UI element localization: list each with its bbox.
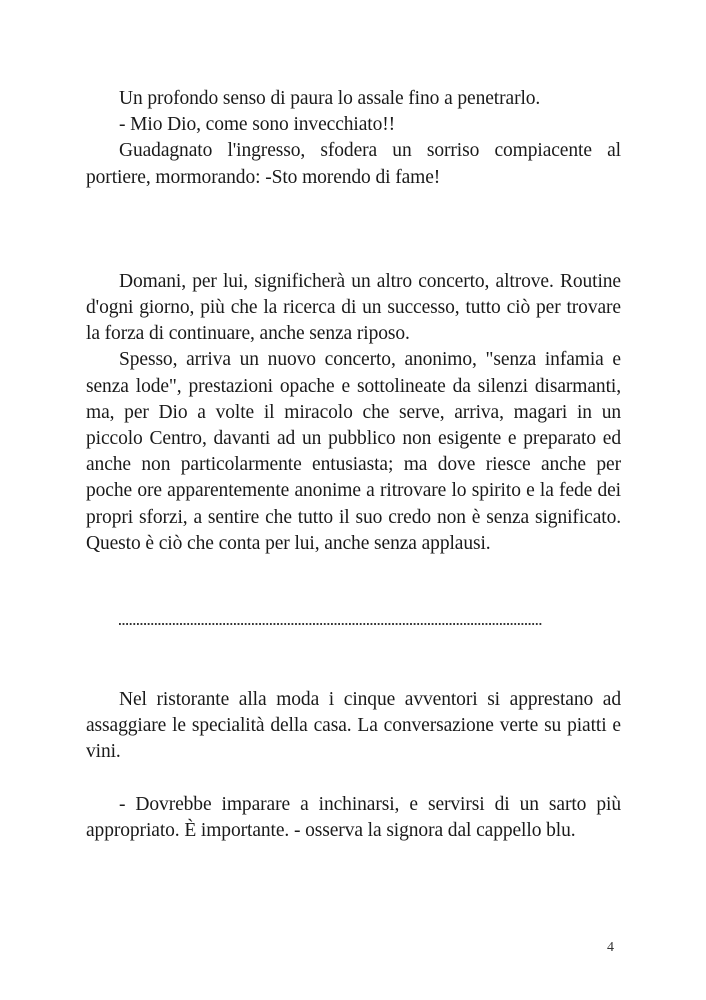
section-spacer — [86, 191, 621, 269]
paragraph: Guadagnato l'ingresso, sfodera un sorriso compiacente al portiere, mormorando: -Sto morendo di fame! — [86, 140, 621, 188]
paragraph: Domani, per lui, significherà un altro concerto, altrove. Routine d'ogni giorno, più che la ricerca di un successo, tutto ciò per trovare la forza di continuare, anche senza riposo. — [86, 270, 621, 345]
dotted-separator — [119, 609, 543, 635]
section-restaurant — [86, 687, 621, 844]
page-number: 4 — [607, 940, 614, 955]
paragraph: Un profondo senso di paura lo assale fino a penetrarlo. — [119, 88, 541, 109]
document-page — [86, 86, 621, 844]
section-spacer — [86, 635, 621, 687]
section-arrival — [86, 86, 621, 191]
dotted-line — [119, 623, 543, 625]
dialogue-line: - Mio Dio, come sono invecchiato!! — [119, 114, 396, 136]
section-concerts — [86, 269, 621, 557]
paragraph: Spesso, arriva un nuovo concerto, anonimo, "senza infamia e senza lode", prestazioni opache e sottolineate da silenzi disarmanti, ma, per Dio a volte il miracolo che serve, arriva, magari in un piccolo Centro, davanti ad un pubblico non esigente e preparato ed anche non particolarmente entusiasta; ma dove riesce anche per poche ore apparentemente anonime a ritrovare lo spirito e la fede dei propri sforzi, a sentire che tutto il suo credo non è senza significato. Questo è ciò che conta per lui, anche senza applausi. — [86, 349, 621, 554]
dialogue-paragraph: - Dovrebbe imparare a inchinarsi, e servirsi di un sarto più appropriato. È importante. - osserva la signora dal cappello blu. — [86, 793, 621, 841]
section-spacer — [86, 557, 621, 609]
paragraph-spacer — [86, 766, 621, 792]
paragraph: Nel ristorante alla moda i cinque avventori si apprestano ad assaggiare le specialità della casa. La conversazione verte su piatti e vini. — [86, 689, 621, 763]
